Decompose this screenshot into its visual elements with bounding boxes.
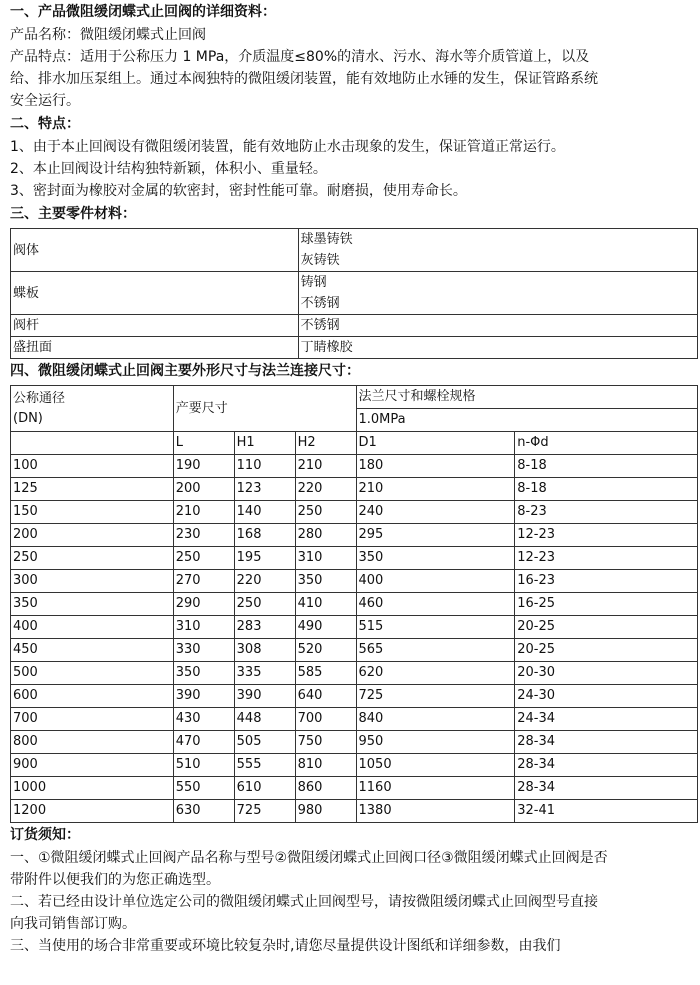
materials-table bbox=[10, 228, 698, 359]
materials-row bbox=[11, 337, 698, 359]
table-row bbox=[11, 685, 698, 708]
table-row bbox=[11, 570, 698, 593]
table-cell: 515 bbox=[356, 616, 515, 639]
table-row bbox=[11, 478, 698, 501]
table-cell: 520 bbox=[295, 639, 356, 662]
table-cell: 725 bbox=[356, 685, 515, 708]
table-row bbox=[11, 616, 698, 639]
table-cell: 28-34 bbox=[515, 754, 698, 777]
feature-item-1: 1、由于本止回阀设有微阻缓闭装置，能有效地防止水击现象的发生，保证管道正常运行。 bbox=[10, 139, 565, 155]
table-cell: 448 bbox=[234, 708, 295, 731]
table-row bbox=[11, 501, 698, 524]
table-cell: 180 bbox=[356, 455, 515, 478]
order-note-1: 一、①微阻缓闭蝶式止回阀产品名称与型号②微阻缓闭蝶式止回阀口径③微阻缓闭蝶式止回阀是否带附件以便我们的为您正确选型。 bbox=[10, 850, 608, 888]
table-cell: 350 bbox=[173, 662, 234, 685]
table-cell: 32-41 bbox=[515, 800, 698, 823]
section-1-title: 一、产品微阻缓闭蝶式止回阀的详细资料： bbox=[10, 4, 276, 20]
table-cell: 950 bbox=[356, 731, 515, 754]
table-cell: 810 bbox=[295, 754, 356, 777]
table-cell: 460 bbox=[356, 593, 515, 616]
table-cell: 8-18 bbox=[515, 478, 698, 501]
section-2-title: 二、特点： bbox=[10, 116, 80, 132]
table-cell: 240 bbox=[356, 501, 515, 524]
order-note-3: 三、当使用的场合非常重要或环境比较复杂时,请您尽量提供设计图纸和详细参数，由我们 bbox=[10, 938, 561, 954]
table-cell: 28-34 bbox=[515, 731, 698, 754]
table-cell: 168 bbox=[234, 524, 295, 547]
table-cell: 210 bbox=[173, 501, 234, 524]
table-cell: 24-30 bbox=[515, 685, 698, 708]
table-cell: 400 bbox=[356, 570, 515, 593]
table-cell: 250 bbox=[234, 593, 295, 616]
dn-header: 公称通径 (DN) bbox=[11, 386, 174, 432]
table-row bbox=[11, 662, 698, 685]
table-cell: 8-23 bbox=[515, 501, 698, 524]
table-cell: 150 bbox=[11, 501, 174, 524]
part-material: 不锈钢 bbox=[298, 315, 697, 337]
table-cell: 28-34 bbox=[515, 777, 698, 800]
table-row bbox=[11, 455, 698, 478]
materials-row bbox=[11, 229, 698, 272]
table-cell: 1380 bbox=[356, 800, 515, 823]
flange-header: 法兰尺寸和螺栓规格 bbox=[356, 386, 698, 409]
table-cell: 500 bbox=[11, 662, 174, 685]
table-cell: 335 bbox=[234, 662, 295, 685]
table-cell: 20-25 bbox=[515, 639, 698, 662]
table-cell: 125 bbox=[11, 478, 174, 501]
table-cell: 230 bbox=[173, 524, 234, 547]
table-cell: 140 bbox=[234, 501, 295, 524]
dimensions-column-row bbox=[11, 432, 698, 455]
table-cell: 250 bbox=[295, 501, 356, 524]
order-note-2: 二、若已经由设计单位选定公司的微阻缓闭蝶式止回阀型号，请按微阻缓闭蝶式止回阀型号直接向我司销售部订购。 bbox=[10, 894, 598, 932]
table-cell: 308 bbox=[234, 639, 295, 662]
dimensions-table bbox=[10, 385, 698, 823]
feature-item-2: 2、本止回阀设计结构独特新颖，体积小、重量轻。 bbox=[10, 161, 327, 177]
section-3-title: 三、主要零件材料： bbox=[10, 206, 136, 222]
table-cell: 550 bbox=[173, 777, 234, 800]
table-cell: 860 bbox=[295, 777, 356, 800]
table-cell: 700 bbox=[295, 708, 356, 731]
table-cell: 110 bbox=[234, 455, 295, 478]
table-row bbox=[11, 547, 698, 570]
column-header-blank bbox=[11, 432, 174, 455]
table-cell: 250 bbox=[11, 547, 174, 570]
order-title: 订货须知： bbox=[10, 827, 80, 843]
table-cell: 1200 bbox=[11, 800, 174, 823]
table-cell: 900 bbox=[11, 754, 174, 777]
table-row bbox=[11, 731, 698, 754]
table-row bbox=[11, 593, 698, 616]
table-row bbox=[11, 754, 698, 777]
table-cell: 620 bbox=[356, 662, 515, 685]
table-cell: 610 bbox=[234, 777, 295, 800]
table-cell: 390 bbox=[234, 685, 295, 708]
table-cell: 430 bbox=[173, 708, 234, 731]
table-cell: 270 bbox=[173, 570, 234, 593]
table-cell: 800 bbox=[11, 731, 174, 754]
table-cell: 470 bbox=[173, 731, 234, 754]
pressure-header: 1.0MPa bbox=[356, 409, 698, 432]
table-cell: 330 bbox=[173, 639, 234, 662]
table-cell: 555 bbox=[234, 754, 295, 777]
table-cell: 725 bbox=[234, 800, 295, 823]
table-cell: 350 bbox=[356, 547, 515, 570]
table-cell: 295 bbox=[356, 524, 515, 547]
part-name: 盛扭面 bbox=[11, 337, 299, 359]
table-cell: 200 bbox=[173, 478, 234, 501]
table-cell: 220 bbox=[234, 570, 295, 593]
table-cell: 350 bbox=[295, 570, 356, 593]
table-cell: 410 bbox=[295, 593, 356, 616]
table-cell: 300 bbox=[11, 570, 174, 593]
column-header: n-Φd bbox=[515, 432, 698, 455]
table-row bbox=[11, 800, 698, 823]
table-cell: 585 bbox=[295, 662, 356, 685]
table-cell: 310 bbox=[173, 616, 234, 639]
table-cell: 490 bbox=[295, 616, 356, 639]
table-cell: 24-34 bbox=[515, 708, 698, 731]
table-cell: 350 bbox=[11, 593, 174, 616]
table-cell: 1160 bbox=[356, 777, 515, 800]
part-name: 蝶板 bbox=[11, 272, 299, 315]
table-cell: 190 bbox=[173, 455, 234, 478]
feature-item-3: 3、密封面为橡胶对金属的软密封，密封性能可靠。耐磨损，使用寿命长。 bbox=[10, 183, 467, 199]
part-material: 丁睛橡胶 bbox=[298, 337, 697, 359]
table-cell: 12-23 bbox=[515, 524, 698, 547]
product-features: 产品特点：适用于公称压力 1 MPa，介质温度≤80%的清水、污水、海水等介质管道上，以及给、排水加压泵组上。通过本阀独特的微阻缓闭装置，能有效地防止水锤的发生，保证管路系统安全运行。 bbox=[10, 49, 598, 109]
table-cell: 505 bbox=[234, 731, 295, 754]
table-cell: 840 bbox=[356, 708, 515, 731]
table-cell: 16-25 bbox=[515, 593, 698, 616]
table-cell: 200 bbox=[11, 524, 174, 547]
table-cell: 8-18 bbox=[515, 455, 698, 478]
table-cell: 390 bbox=[173, 685, 234, 708]
table-cell: 100 bbox=[11, 455, 174, 478]
table-cell: 630 bbox=[173, 800, 234, 823]
table-cell: 600 bbox=[11, 685, 174, 708]
column-header: H2 bbox=[295, 432, 356, 455]
table-cell: 1050 bbox=[356, 754, 515, 777]
table-cell: 210 bbox=[295, 455, 356, 478]
table-cell: 980 bbox=[295, 800, 356, 823]
part-name: 阀杆 bbox=[11, 315, 299, 337]
column-header: D1 bbox=[356, 432, 515, 455]
part-material: 铸钢 不锈钢 bbox=[298, 272, 697, 315]
table-row bbox=[11, 777, 698, 800]
size-header: 产要尺寸 bbox=[173, 386, 356, 432]
table-cell: 20-25 bbox=[515, 616, 698, 639]
part-name: 阀体 bbox=[11, 229, 299, 272]
table-cell: 565 bbox=[356, 639, 515, 662]
materials-row bbox=[11, 272, 698, 315]
materials-row bbox=[11, 315, 698, 337]
table-cell: 210 bbox=[356, 478, 515, 501]
part-material: 球墨铸铁 灰铸铁 bbox=[298, 229, 697, 272]
column-header: L bbox=[173, 432, 234, 455]
table-cell: 195 bbox=[234, 547, 295, 570]
table-row bbox=[11, 524, 698, 547]
column-header: H1 bbox=[234, 432, 295, 455]
table-cell: 1000 bbox=[11, 777, 174, 800]
table-cell: 283 bbox=[234, 616, 295, 639]
table-cell: 123 bbox=[234, 478, 295, 501]
table-cell: 12-23 bbox=[515, 547, 698, 570]
table-row bbox=[11, 708, 698, 731]
section-4-title: 四、微阻缓闭蝶式止回阀主要外形尺寸与法兰连接尺寸： bbox=[10, 363, 360, 379]
table-cell: 450 bbox=[11, 639, 174, 662]
table-cell: 280 bbox=[295, 524, 356, 547]
table-cell: 310 bbox=[295, 547, 356, 570]
table-cell: 20-30 bbox=[515, 662, 698, 685]
product-name: 产品名称：微阻缓闭蝶式止回阀 bbox=[10, 27, 206, 43]
table-cell: 750 bbox=[295, 731, 356, 754]
dimensions-header-row bbox=[11, 386, 698, 409]
table-cell: 16-23 bbox=[515, 570, 698, 593]
table-cell: 250 bbox=[173, 547, 234, 570]
table-cell: 220 bbox=[295, 478, 356, 501]
table-cell: 290 bbox=[173, 593, 234, 616]
table-cell: 640 bbox=[295, 685, 356, 708]
table-cell: 400 bbox=[11, 616, 174, 639]
table-cell: 700 bbox=[11, 708, 174, 731]
table-cell: 510 bbox=[173, 754, 234, 777]
table-row bbox=[11, 639, 698, 662]
